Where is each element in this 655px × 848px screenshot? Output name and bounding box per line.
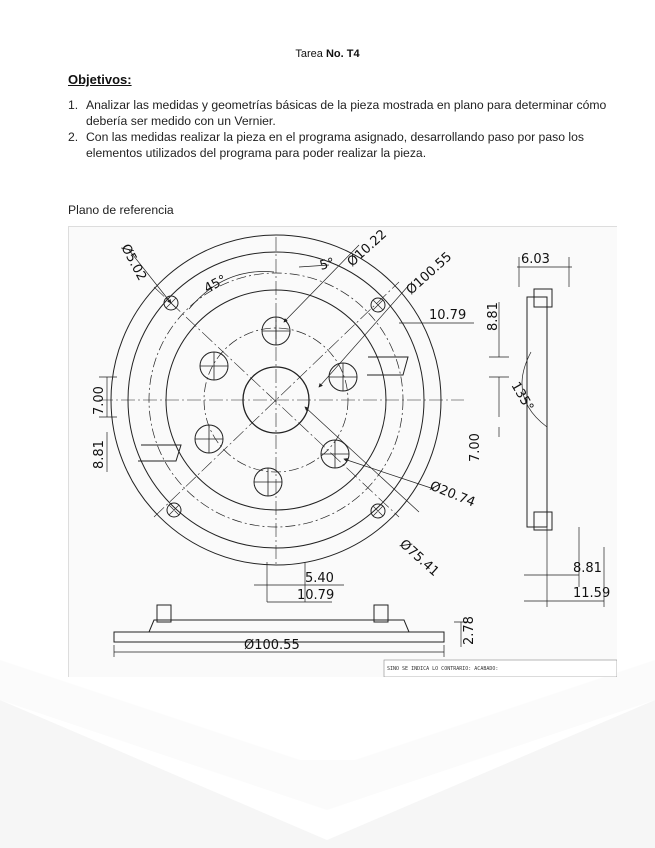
dim-label: 135° — [507, 379, 537, 415]
dim-label: Ø5.02 — [117, 241, 150, 284]
dim-label: 10.79 — [297, 588, 335, 603]
front-view — [99, 235, 509, 602]
dim-label: 8.81 — [486, 302, 501, 331]
objectives-list — [68, 98, 628, 162]
section-title: Objetivos: — [68, 72, 132, 87]
technical-drawing — [68, 226, 617, 677]
dim-label: Ø75.41 — [396, 536, 442, 580]
dim-label: Ø100.55 — [403, 249, 456, 298]
dim-label: Ø20.74 — [427, 478, 478, 511]
dim-label: 6.03 — [521, 252, 550, 267]
dim-label: 10.79 — [429, 308, 467, 323]
header-prefix: Tarea — [295, 48, 323, 60]
bottom-raised — [149, 620, 409, 632]
dim-label: 7.00 — [468, 433, 483, 462]
side-boss-top — [534, 289, 552, 307]
objective-item — [68, 98, 628, 129]
objective-number: 2. — [68, 130, 79, 144]
dim-label: 8.81 — [92, 440, 107, 469]
dim-label: 8.81 — [573, 561, 602, 576]
dim-label: 11.59 — [573, 586, 611, 601]
dim-label: 7.00 — [92, 386, 107, 415]
header-code: No. T4 — [325, 48, 360, 60]
drawing-label: Plano de referencia — [68, 203, 174, 217]
document-header — [0, 48, 655, 60]
drawing-svg — [69, 227, 617, 677]
side-plate — [527, 297, 547, 527]
title-block-text: SINO SE INDICA LO CONTRARIO: ACABADO: — [387, 666, 499, 672]
objective-text: Con las medidas realizar la pieza en el programa asignado, desarrollando paso por paso los elementos utilizados del programa para poder realizar la pieza. — [86, 130, 584, 160]
dim-label: 5.40 — [305, 571, 334, 586]
dim-label: 45° — [201, 272, 230, 297]
dim-label: 2.78 — [462, 616, 477, 645]
objective-item — [68, 130, 628, 161]
bottom-boss-left — [157, 605, 171, 622]
bottom-boss-right — [374, 605, 388, 622]
dim-label: Ø100.55 — [244, 638, 300, 653]
dim-label: Ø10.22 — [344, 227, 390, 270]
objective-text: Analizar las medidas y geometrías básicas de la pieza mostrada en plano para determinar cómo debería ser medido con un Vernier. — [86, 98, 607, 128]
dim-label: 5° — [318, 255, 337, 274]
side-view — [517, 257, 604, 607]
objective-number: 1. — [68, 98, 79, 112]
